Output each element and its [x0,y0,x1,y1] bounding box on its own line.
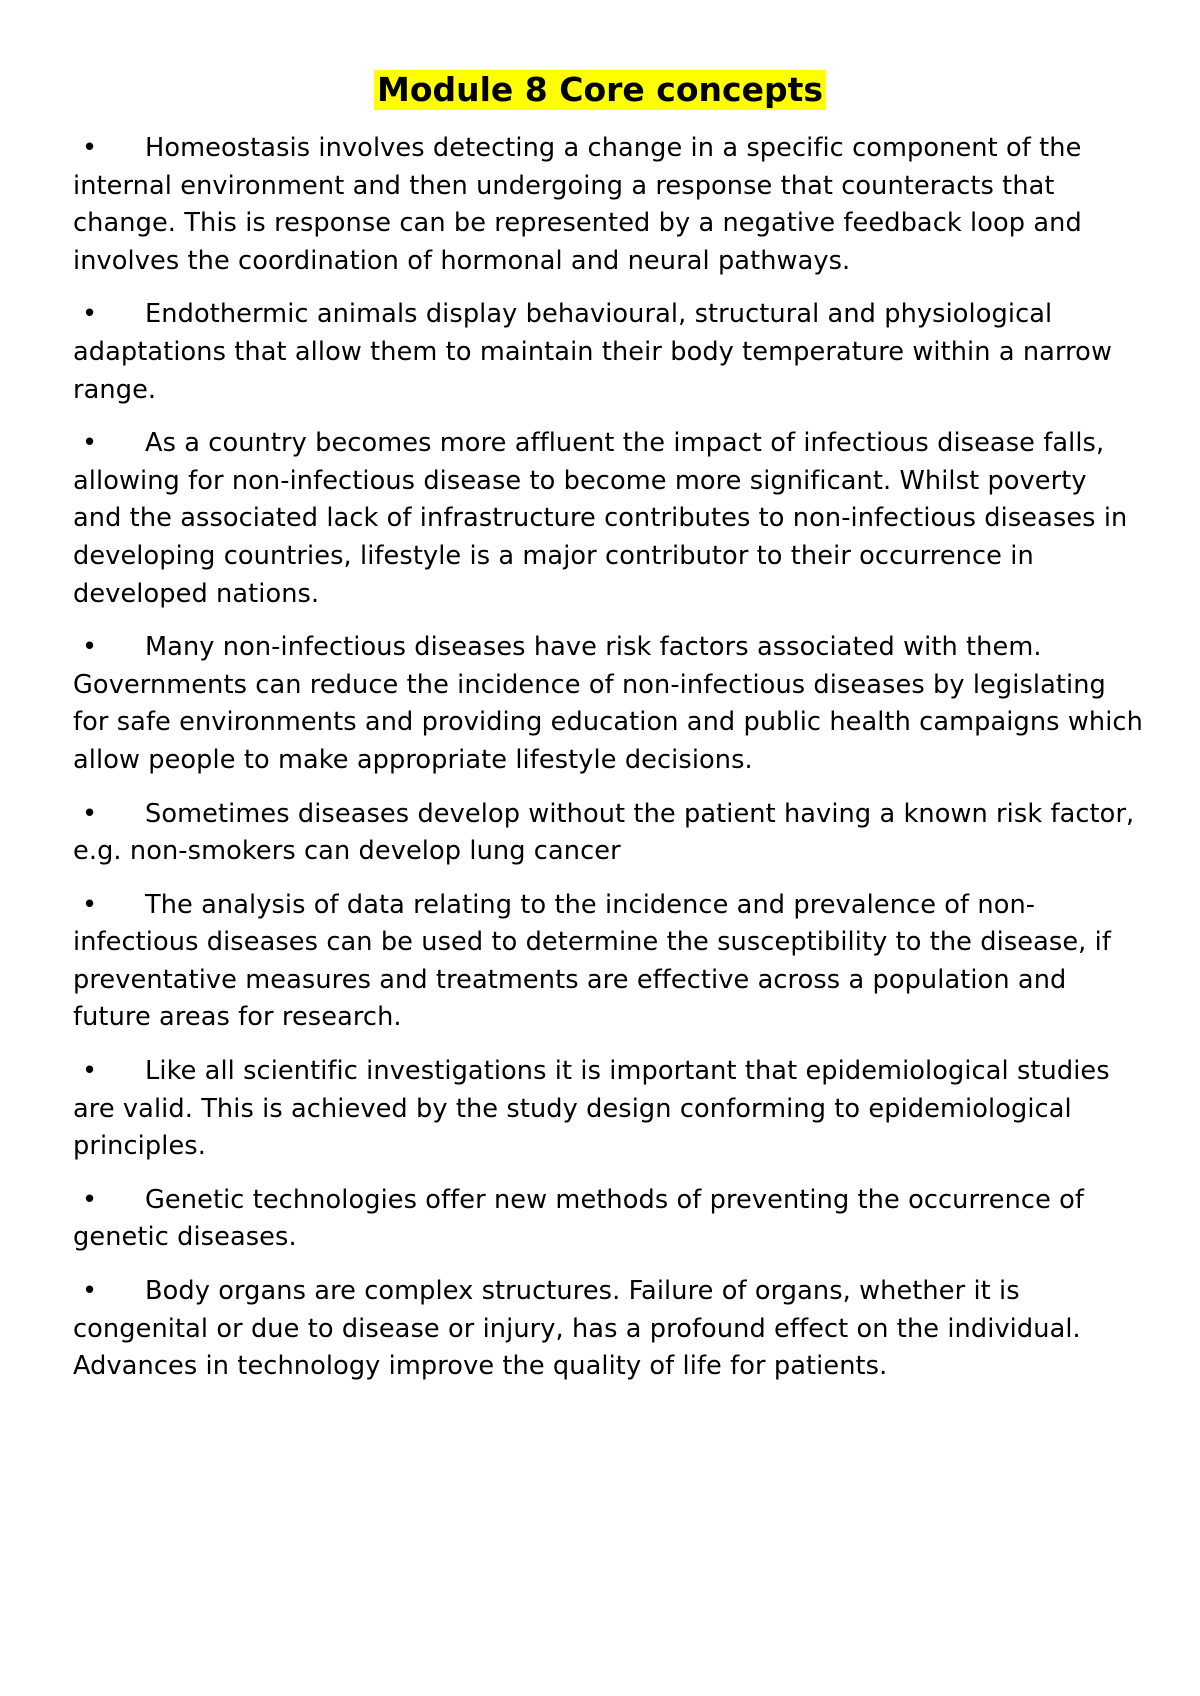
bullet-icon: • [82,1056,98,1087]
bullet-icon: • [82,299,98,330]
list-item [73,796,1143,871]
bullet-icon: • [82,632,98,663]
list-item-text: Endothermic animals display behavioural, structural and physiological adaptations that allow them to maintain their body temperature within a narrow range. [73,299,1112,405]
list-item [73,130,1143,280]
bullet-icon: • [82,798,98,829]
list-item [73,629,1143,779]
bullet-icon: • [82,1276,98,1307]
list-item [73,887,1143,1037]
list-item-text: The analysis of data relating to the incidence and prevalence of non-infectious diseases can be used to determine the susceptibility to the disease, if preventative measures and treatments are effective across a population and future areas for research. [73,889,1111,1033]
list-item [73,1053,1143,1166]
list-item-text: Many non-infectious diseases have risk factors associated with them. Governments can reduce the incidence of non-infectious diseases by legislating for safe environments and providing education and public health campaigns which allow people to make appropriate lifestyle decisions. [73,632,1143,775]
core-concepts-list [73,130,1143,1402]
page-title: Module 8 Core concepts [374,70,826,110]
title-row [0,70,1200,110]
list-item [73,296,1143,409]
list-item-text: Genetic technologies offer new methods of preventing the occurrence of genetic diseases. [73,1184,1085,1253]
bullet-icon: • [82,889,98,920]
list-item-text: Sometimes diseases develop without the patient having a known risk factor, e.g. non-smokers can develop lung cancer [73,798,1135,867]
list-item-text: Like all scientific investigations it is important that epidemiological studies are valid. This is achieved by the study design conforming to epidemiological principles. [73,1056,1110,1162]
list-item [73,1273,1143,1386]
list-item-text: As a country becomes more affluent the impact of infectious disease falls, allowing for non-infectious disease to become more significant. Whilst poverty and the associated lack of infrastructure contributes to non-infectious diseases in developing countries, lifestyle is a major contributor to their occurrence in developed nations. [73,428,1128,609]
bullet-icon: • [82,428,98,459]
list-item-text: Homeostasis involves detecting a change in a specific component of the internal environment and then undergoing a response that counteracts that change. This is response can be represented by a negative feedback loop and involves the coordination of hormonal and neural pathways. [73,133,1082,276]
list-item [73,425,1143,613]
list-item [73,1182,1143,1257]
list-item-text: Body organs are complex structures. Failure of organs, whether it is congenital or due to disease or injury, has a profound effect on the individual. Advances in technology improve the quality of life for patients. [73,1276,1081,1382]
bullet-icon: • [82,1184,98,1215]
bullet-icon: • [82,133,98,163]
